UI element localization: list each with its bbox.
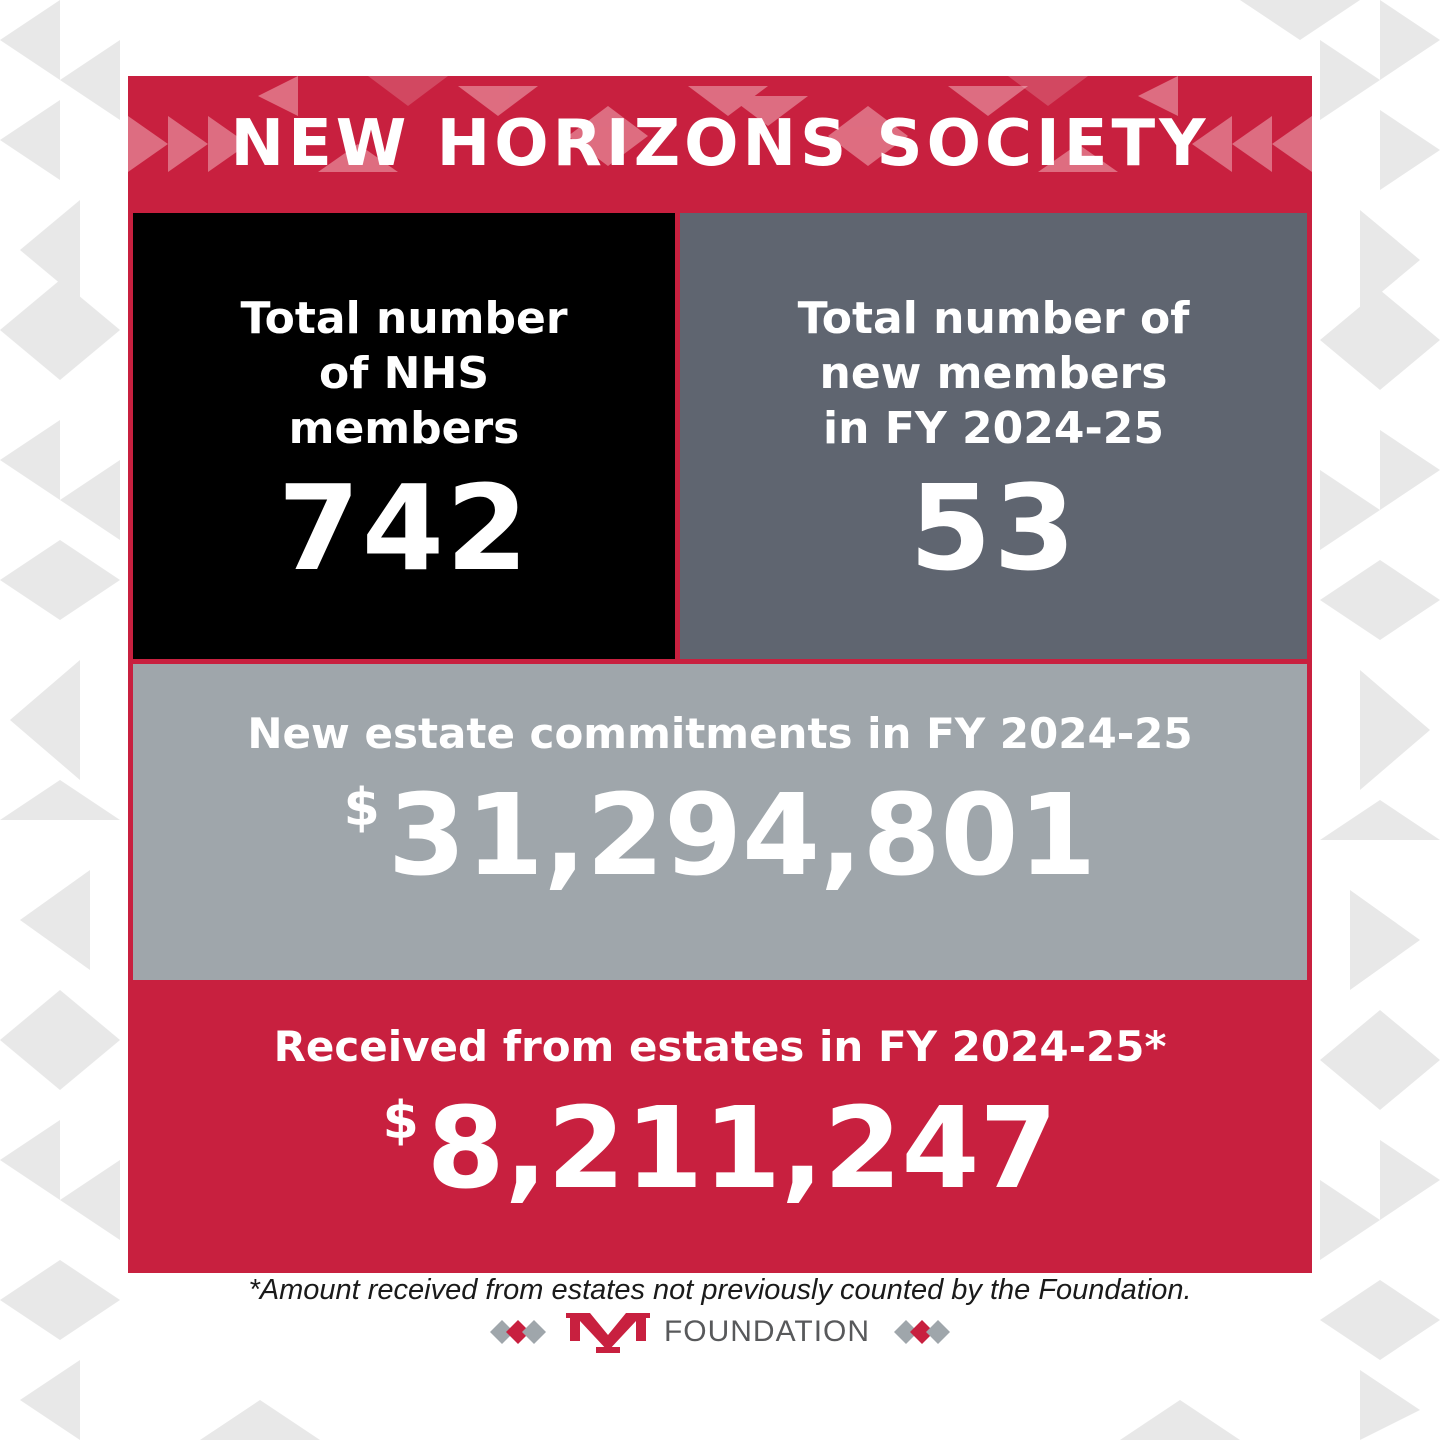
new-members-card xyxy=(680,213,1307,659)
new-members-label-line: Total number of xyxy=(797,293,1190,344)
received-from-estates-value: 8,211,247 xyxy=(426,1084,1058,1214)
unm-monogram-icon xyxy=(566,1309,650,1355)
foundation-wordmark: FOUNDATION xyxy=(663,1315,871,1348)
currency-symbol: $ xyxy=(382,1091,419,1151)
stats-panel xyxy=(128,76,1312,1273)
diamond-right-icon xyxy=(894,1317,950,1347)
total-members-card xyxy=(133,213,675,659)
foundation-logo xyxy=(0,1308,1440,1356)
new-members-value: 53 xyxy=(909,459,1078,597)
received-from-estates-amount xyxy=(382,1084,1058,1214)
new-members-label-line: in FY 2024-25 xyxy=(823,403,1164,454)
estate-commitments-value: 31,294,801 xyxy=(387,771,1097,901)
estate-commitments-label: New estate commitments in FY 2024-25 xyxy=(247,709,1193,758)
diamond-left-icon xyxy=(490,1317,546,1347)
total-members-label-line: Total number xyxy=(240,293,568,344)
title-band xyxy=(128,76,1312,212)
total-members-label xyxy=(240,291,567,456)
total-members-label-line: members xyxy=(288,403,520,454)
new-members-label-line: new members xyxy=(819,348,1168,399)
new-members-label xyxy=(798,291,1190,456)
total-members-value: 742 xyxy=(277,459,531,597)
footnote: *Amount received from estates not previously counted by the Foundation. xyxy=(248,1274,1192,1306)
estate-commitments-card xyxy=(133,664,1307,980)
received-from-estates-card xyxy=(133,985,1307,1268)
received-from-estates-label: Received from estates in FY 2024-25* xyxy=(273,1022,1167,1071)
currency-symbol: $ xyxy=(343,778,380,838)
total-members-label-line: of NHS xyxy=(318,348,490,399)
estate-commitments-amount xyxy=(343,771,1097,901)
page-title: NEW HORIZONS SOCIETY xyxy=(230,107,1210,181)
